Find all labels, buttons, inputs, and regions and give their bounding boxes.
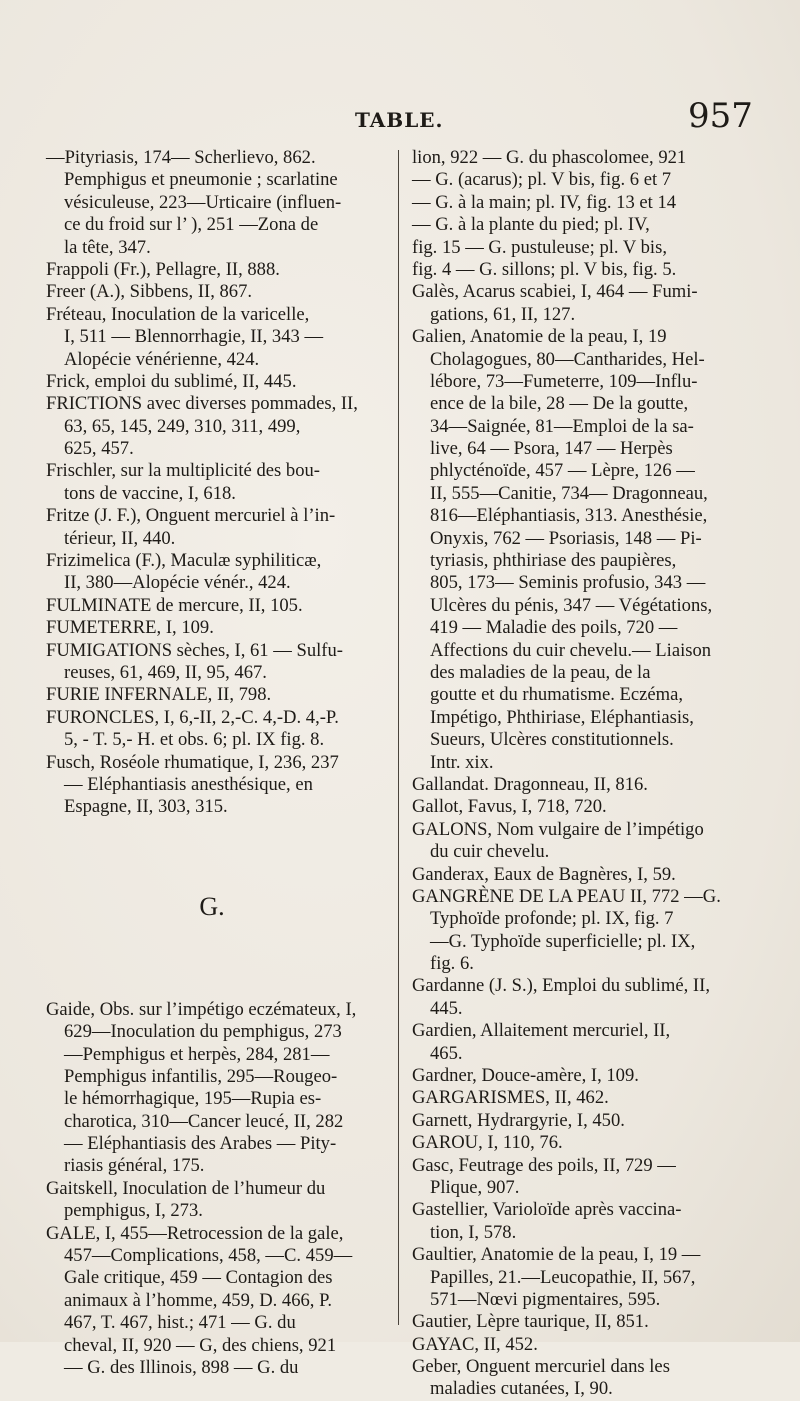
left-index-entries-f (46, 147, 390, 819)
index-line: Ulcères du pénis, 347 — Végétations, (430, 594, 713, 616)
index-line: Gaide, Obs. sur l’impétigo eczémateux, I, (46, 998, 357, 1020)
index-line: 457—Complications, 458, —C. 459— (64, 1245, 353, 1267)
index-line: — G. à la main; pl. IV, fig. 13 et 14 (412, 191, 677, 213)
index-line: FULMINATE de mercure, II, 105. (46, 594, 303, 616)
index-line: — G. à la plante du pied; pl. IV, (412, 214, 650, 236)
index-line: II, 555—Canitie, 734— Dragonneau, (430, 482, 708, 504)
index-line: gations, 61, II, 127. (430, 303, 576, 325)
index-line: Gasc, Feutrage des poils, II, 729 — (412, 1154, 676, 1176)
index-line: GALONS, Nom vulgaire de l’impétigo (412, 818, 704, 840)
index-line: Cholagogues, 80—Cantharides, Hel- (430, 348, 705, 370)
index-line: live, 64 — Psora, 147 — Herpès (430, 438, 673, 460)
index-line: Sueurs, Ulcères constitutionnels. (430, 729, 674, 751)
left-column (46, 147, 390, 1379)
running-head-title: TABLE. (355, 108, 444, 132)
index-line: Frick, emploi du sublimé, II, 445. (46, 370, 297, 392)
index-line: Onyxis, 762 — Psoriasis, 148 — Pi- (430, 527, 702, 549)
right-column (412, 147, 758, 1401)
page-number: 957 (688, 96, 753, 136)
index-line: phlycténoïde, 457 — Lèpre, 126 — (430, 460, 695, 482)
index-line: GARGARISMES, II, 462. (412, 1087, 609, 1109)
index-line: Intr. xix. (430, 751, 494, 773)
index-line: Fréteau, Inoculation de la varicelle, (46, 303, 310, 325)
index-line: Freer (A.), Sibbens, II, 867. (46, 281, 253, 303)
index-line: 465. (430, 1042, 463, 1064)
index-line: Impétigo, Phthiriase, Eléphantiasis, (430, 706, 694, 728)
index-line: 5, - T. 5,- H. et obs. 6; pl. IX fig. 8. (64, 729, 325, 751)
index-line: tyriasis, phthiriase des paupières, (430, 550, 677, 572)
section-spacer (46, 927, 390, 999)
index-line: cheval, II, 920 — G, des chiens, 921 (64, 1334, 337, 1356)
index-line: Gardanne (J. S.), Emploi du sublimé, II, (412, 975, 710, 997)
index-line: Typhoïde profonde; pl. IX, fig. 7 (430, 908, 674, 930)
index-line: Geber, Onguent mercuriel dans les (412, 1356, 670, 1378)
index-line: pemphigus, I, 273. (64, 1200, 203, 1222)
index-line: Gallot, Favus, I, 718, 720. (412, 796, 607, 818)
index-line: Gallandat. Dragonneau, II, 816. (412, 773, 648, 795)
index-line: GANGRÈNE DE LA PEAU II, 772 —G. (412, 885, 721, 907)
index-line: Gardien, Allaitement mercuriel, II, (412, 1020, 671, 1042)
index-line: Galès, Acarus scabiei, I, 464 — Fumi- (412, 281, 698, 303)
index-line: Papilles, 21.—Leucopathie, II, 567, (430, 1266, 696, 1288)
index-line: le hémorrhagique, 195—Rupia es- (64, 1088, 322, 1110)
index-line: Pemphigus et pneumonie ; scarlatine (64, 169, 338, 191)
index-line: FURIE INFERNALE, II, 798. (46, 684, 272, 706)
index-line: 445. (430, 997, 463, 1019)
index-line: Espagne, II, 303, 315. (64, 796, 228, 818)
index-line: Plique, 907. (430, 1176, 520, 1198)
index-line: 571—Nœvi pigmentaires, 595. (430, 1288, 661, 1310)
index-line: FUMIGATIONS sèches, I, 61 — Sulfu- (46, 639, 343, 661)
index-line: Gaitskell, Inoculation de l’humeur du (46, 1177, 326, 1199)
index-line: — G. des Illinois, 898 — G. du (64, 1356, 299, 1378)
index-line: II, 380—Alopécie vénér., 424. (64, 572, 291, 594)
index-line: Gastellier, Varioloïde après vaccina- (412, 1199, 682, 1221)
section-spacer (46, 819, 390, 887)
index-line: GAYAC, II, 452. (412, 1333, 538, 1355)
index-line: Galien, Anatomie de la peau, I, 19 (412, 326, 667, 348)
index-line: I, 511 — Blennorrhagie, II, 343 — (64, 326, 324, 348)
index-line: Gaultier, Anatomie de la peau, I, 19 — (412, 1244, 701, 1266)
index-line: GALE, I, 455—Retrocession de la gale, (46, 1222, 344, 1244)
index-line: la tête, 347. (64, 236, 151, 258)
index-line: maladies cutanées, I, 90. (430, 1378, 613, 1400)
index-line: 816—Eléphantiasis, 313. Anesthésie, (430, 505, 708, 527)
index-line: tons de vaccine, I, 618. (64, 482, 236, 504)
index-line: Alopécie vénérienne, 424. (64, 348, 260, 370)
index-line: FURONCLES, I, 6,-II, 2,-C. 4,-D. 4,-P. (46, 706, 339, 728)
index-line: Gardner, Douce-amère, I, 109. (412, 1065, 639, 1087)
section-letter-g: G. (199, 891, 225, 921)
index-line: Fritze (J. F.), Onguent mercuriel à l’in- (46, 505, 336, 527)
index-line: reuses, 61, 469, II, 95, 467. (64, 661, 267, 683)
index-line: Fusch, Roséole rhumatique, I, 236, 237 (46, 751, 339, 773)
index-line: du cuir chevelu. (430, 841, 550, 863)
index-line: 63, 65, 145, 249, 310, 311, 499, (64, 415, 301, 437)
index-line: goutte et du rhumatisme. Eczéma, (430, 684, 683, 706)
index-line: animaux à l’homme, 459, D. 466, P. (64, 1289, 333, 1311)
index-line: 805, 173— Seminis profusio, 343 — (430, 572, 706, 594)
index-line: 467, T. 467, hist.; 471 — G. du (64, 1312, 296, 1334)
index-line: fig. 6. (430, 953, 474, 975)
index-line: —Pemphigus et herpès, 284, 281— (64, 1043, 330, 1065)
index-line: GAROU, I, 110, 76. (412, 1132, 563, 1154)
index-line: des maladies de la peau, de la (430, 661, 651, 683)
column-divider (398, 150, 399, 1325)
index-line: térieur, II, 440. (64, 527, 176, 549)
index-line: Gautier, Lèpre taurique, II, 851. (412, 1311, 649, 1333)
index-line: Frizimelica (F.), Maculæ syphiliticæ, (46, 550, 322, 572)
index-line: — Eléphantiasis anesthésique, en (64, 773, 313, 795)
index-line: ce du froid sur l’ ), 251 —Zona de (64, 214, 319, 236)
index-line: Garnett, Hydrargyrie, I, 450. (412, 1109, 625, 1131)
index-line: ence de la bile, 28 — De la goutte, (430, 393, 689, 415)
index-line: 629—Inoculation du pemphigus, 273 (64, 1021, 342, 1043)
index-line: vésiculeuse, 223—Urticaire (influen- (64, 191, 342, 213)
index-line: Frischler, sur la multiplicité des bou- (46, 460, 320, 482)
index-line: —Pityriasis, 174— Scherlievo, 862. (46, 147, 316, 168)
index-line: 34—Saignée, 81—Emploi de la sa- (430, 415, 694, 437)
index-line: riasis général, 175. (64, 1155, 205, 1177)
right-index-entries (412, 147, 758, 1401)
index-line: fig. 4 — G. sillons; pl. V bis, fig. 5. (412, 258, 677, 280)
index-line: fig. 15 — G. pustuleuse; pl. V bis, (412, 236, 667, 258)
index-line: Pemphigus infantilis, 295—Rougeo- (64, 1065, 338, 1087)
index-line: lion, 922 — G. du phascolomee, 921 (412, 147, 687, 168)
index-line: Gale critique, 459 — Contagion des (64, 1267, 333, 1289)
left-index-entries-g (46, 999, 390, 1380)
index-line: Affections du cuir chevelu.— Liaison (430, 639, 712, 661)
index-line: charotica, 310—Cancer leucé, II, 282 (64, 1110, 344, 1132)
index-line: — Eléphantiasis des Arabes — Pity- (64, 1133, 337, 1155)
index-line: 419 — Maladie des poils, 720 — (430, 617, 678, 639)
index-line: 625, 457. (64, 438, 134, 460)
index-line: FUMETERRE, I, 109. (46, 617, 214, 639)
index-line: Ganderax, Eaux de Bagnères, I, 59. (412, 863, 676, 885)
index-line: Frappoli (Fr.), Pellagre, II, 888. (46, 258, 280, 280)
index-line: lébore, 73—Fumeterre, 109—Influ- (430, 370, 698, 392)
index-line: — G. (acarus); pl. V bis, fig. 6 et 7 (412, 169, 672, 191)
index-line: FRICTIONS avec diverses pommades, II, (46, 393, 358, 415)
index-line: tion, I, 578. (430, 1221, 517, 1243)
index-line: —G. Typhoïde superficielle; pl. IX, (430, 930, 696, 952)
